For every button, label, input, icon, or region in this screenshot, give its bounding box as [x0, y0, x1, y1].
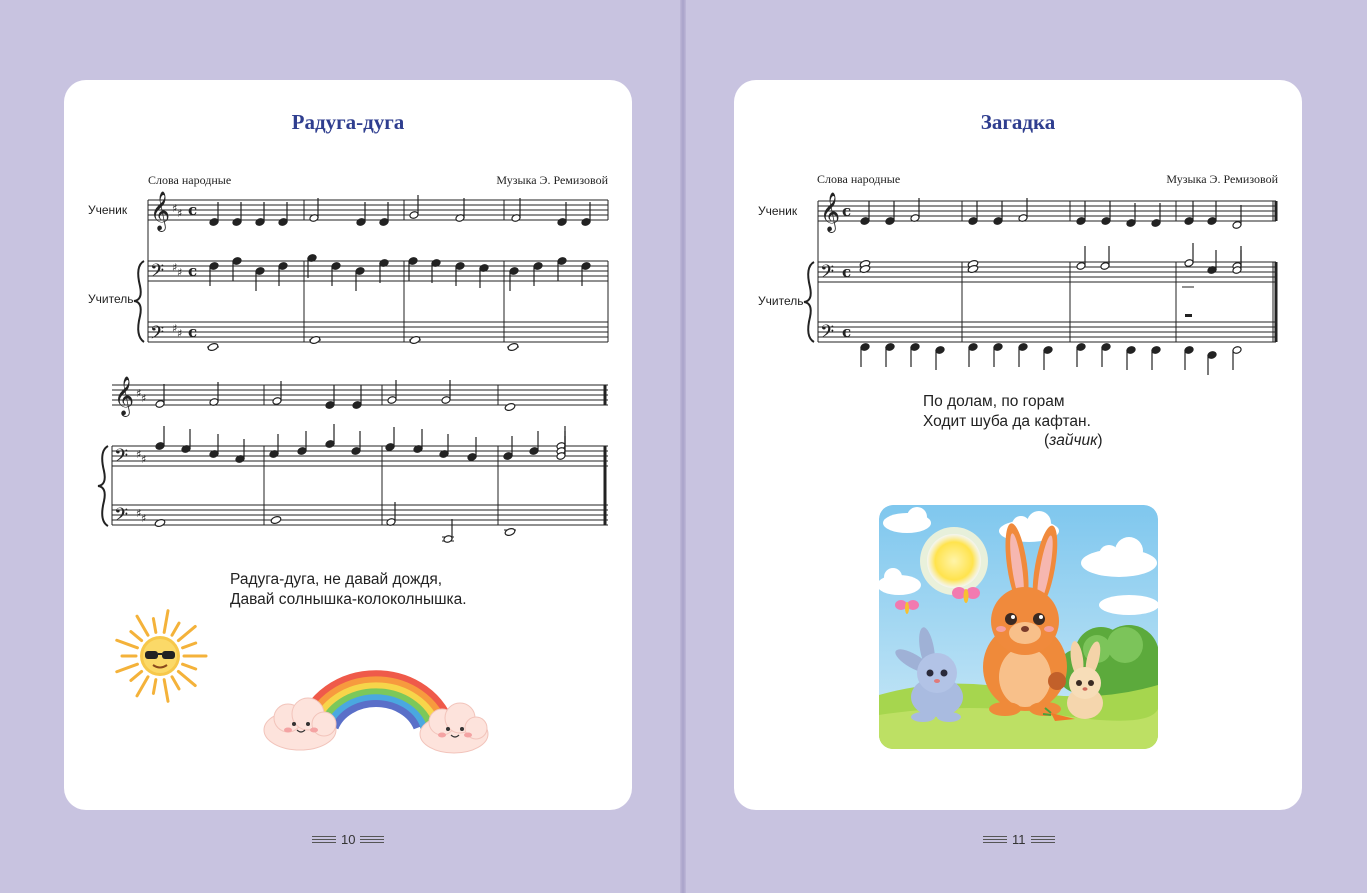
riddle-answer-text: зайчик — [1049, 432, 1098, 449]
svg-text:𝄢: 𝄢 — [150, 323, 165, 348]
note-head — [504, 527, 516, 536]
sun-ray — [178, 671, 195, 685]
lyrics-line: Давай солнышка-колоколнышка. — [230, 590, 467, 608]
svg-text:𝄞: 𝄞 — [820, 192, 841, 232]
book-spine — [680, 0, 686, 893]
svg-text:𝄢: 𝄢 — [114, 505, 129, 530]
sun-ray — [183, 664, 196, 669]
page-left — [64, 80, 632, 810]
sun-ray — [153, 680, 155, 694]
sun-ray — [131, 632, 142, 641]
svg-text:c: c — [188, 323, 198, 341]
lyrics-line: Радуга-дуга, не давай дождя, — [230, 571, 443, 588]
svg-text:♯: ♯ — [141, 453, 147, 466]
riddle-line: По долам, по горам — [923, 393, 1065, 410]
svg-text:♯: ♯ — [136, 507, 142, 520]
song-lyrics — [230, 570, 467, 609]
sun-ray — [117, 664, 138, 672]
svg-text:𝄞: 𝄞 — [150, 191, 171, 231]
riddle-line: Ходит шуба да кафтан. — [923, 412, 1091, 430]
rainbow-illustration — [262, 652, 492, 762]
folio-rule — [1031, 836, 1055, 843]
svg-text:♯: ♯ — [172, 202, 178, 215]
sun-ray — [183, 643, 196, 648]
svg-text:♯: ♯ — [136, 387, 142, 400]
svg-text:c: c — [842, 202, 852, 220]
lyrics-credit: Слова народные — [817, 172, 901, 186]
folio-rule — [312, 836, 336, 843]
svg-text:c: c — [188, 201, 198, 219]
svg-text:𝄢: 𝄢 — [150, 261, 165, 286]
sun-sunglasses-illustration — [112, 608, 208, 704]
page-number: 11 — [1012, 832, 1026, 847]
music-credit: Музыка Э. Ремизовой — [1166, 172, 1278, 186]
svg-text:c: c — [842, 263, 852, 281]
sun-ray — [164, 611, 168, 633]
sun-ray — [178, 626, 195, 640]
sun-ray — [164, 680, 168, 702]
sun-ray — [153, 619, 155, 633]
folio-rule — [360, 836, 384, 843]
role-teacher: Учитель — [88, 292, 134, 306]
song-title: Загадка — [980, 110, 1056, 134]
folio-rule — [983, 836, 1007, 843]
role-student: Ученик — [88, 203, 128, 217]
svg-text:♯: ♯ — [141, 392, 147, 405]
rabbits-illustration — [879, 505, 1158, 749]
svg-text:♯: ♯ — [136, 448, 142, 461]
page-right — [734, 80, 1302, 810]
sun-ray — [117, 640, 138, 648]
svg-text:♯: ♯ — [177, 207, 183, 220]
svg-text:𝄢: 𝄢 — [114, 446, 129, 471]
sun-ray — [172, 623, 179, 635]
note-head — [270, 515, 282, 524]
sun-ray — [172, 677, 179, 689]
song-title: Радуга-дуга — [291, 110, 405, 134]
sun-ray — [137, 616, 148, 635]
svg-text:♯: ♯ — [177, 266, 183, 279]
svg-text:♯: ♯ — [172, 322, 178, 335]
svg-text:c: c — [188, 262, 198, 280]
svg-text:♯: ♯ — [177, 327, 183, 340]
lyrics-credit: Слова народные — [148, 173, 232, 187]
svg-text:c: c — [842, 323, 852, 341]
svg-text:𝄢: 𝄢 — [820, 322, 835, 347]
svg-text:♯: ♯ — [172, 261, 178, 274]
sheet-music-score — [64, 80, 632, 550]
note-head — [504, 402, 516, 411]
riddle-answer: (зайчик) — [1044, 432, 1103, 449]
role-student: Ученик — [758, 204, 798, 218]
svg-text:𝄢: 𝄢 — [820, 262, 835, 287]
svg-text:𝄞: 𝄞 — [114, 376, 135, 416]
page-number-right — [983, 832, 1055, 847]
page-number: 10 — [341, 832, 356, 847]
music-credit: Музыка Э. Ремизовой — [496, 173, 608, 187]
sun-ray — [137, 677, 148, 696]
riddle-text — [923, 392, 1103, 451]
sheet-music-score — [734, 80, 1302, 380]
role-teacher: Учитель — [758, 294, 804, 308]
page-number-left — [312, 832, 384, 847]
note-head — [207, 342, 219, 351]
note-head — [507, 342, 519, 351]
svg-text:♯: ♯ — [141, 512, 147, 525]
sun-ray — [131, 671, 142, 680]
